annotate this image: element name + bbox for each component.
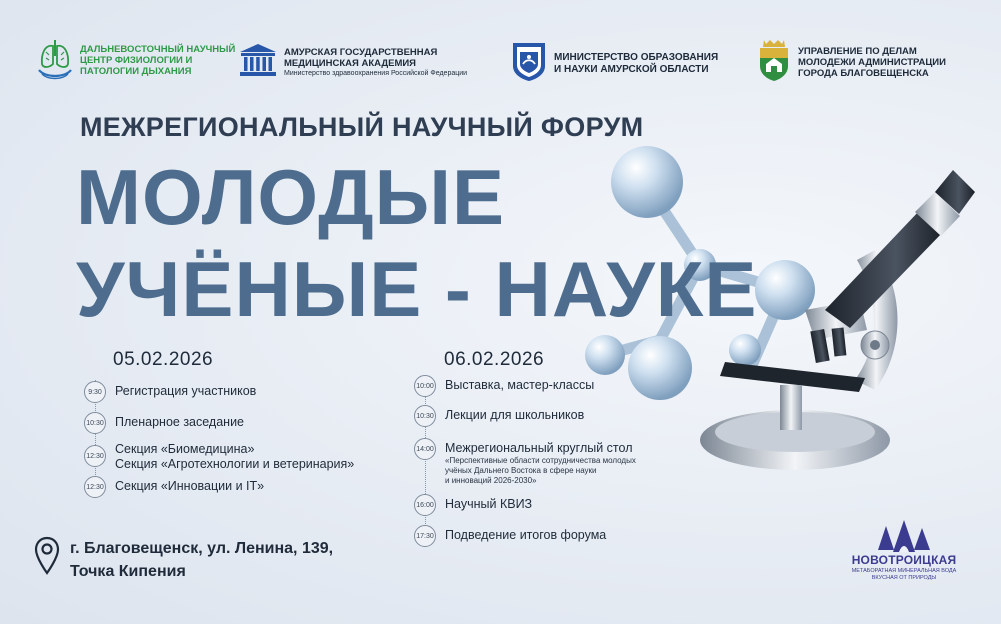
logo-line: И НАУКИ АМУРСКОЙ ОБЛАСТИ (554, 63, 709, 75)
schedule-label: Секция «Агротехнологии и ветеринария» (115, 457, 355, 471)
brand-tag-line: МЕТАБОРАТНАЯ МИНЕРАЛЬНАЯ ВОДА (851, 568, 957, 574)
schedule-label: Регистрация участников (115, 384, 257, 398)
day2-item (414, 494, 532, 516)
schedule-label: Выставка, мастер-классы (445, 378, 595, 392)
schedule-note: «Перспективные области сотрудничества молодых (445, 456, 636, 465)
schedule-label: Пленарное заседание (115, 415, 245, 429)
fir-trees-icon (872, 520, 936, 554)
logo-line: МИНИСТЕРСТВО ОБРАЗОВАНИЯ (554, 51, 719, 63)
address-line: Точка Кипения (70, 563, 186, 580)
day2-item (414, 405, 584, 427)
time-badge: 9:30 (84, 381, 106, 403)
academy-building-icon (238, 42, 278, 83)
time-badge: 10:00 (414, 375, 436, 397)
logo-medical-academy (238, 42, 467, 83)
schedule-label: Межрегиональный круглый стол (445, 441, 633, 455)
forum-subtitle: МЕЖРЕГИОНАЛЬНЫЙ НАУЧНЫЙ ФОРУМ (80, 112, 644, 142)
time-badge: 10:30 (84, 412, 106, 434)
schedule-label: Подведение итогов форума (445, 528, 607, 542)
day1-item (84, 476, 264, 498)
address-line: г. Благовещенск, ул. Ленина, 139, (70, 540, 334, 557)
schedule-note: учёных Дальнего Востока в сфере науки (445, 466, 597, 475)
forum-title-line-1: МОЛОДЫЕ (76, 153, 506, 241)
day2-item (414, 375, 594, 397)
schedule-label: Лекции для школьников (445, 408, 585, 422)
logo-line: МОЛОДЕЖИ АДМИНИСТРАЦИИ (798, 57, 946, 68)
logo-subline: Министерство здравоохранения Российской Федерации (284, 70, 468, 77)
schedule-note: и инноваций 2026-2030» (445, 476, 537, 485)
logo-line: МЕДИЦИНСКАЯ АКАДЕМИЯ (284, 58, 417, 69)
day1-date: 05.02.2026 (113, 349, 214, 370)
schedule-label: Научный КВИЗ (445, 497, 533, 511)
logo-line: УПРАВЛЕНИЕ ПО ДЕЛАМ (798, 46, 917, 57)
logo-line: АМУРСКАЯ ГОСУДАРСТВЕННАЯ (284, 47, 438, 58)
day1-item (84, 442, 354, 472)
time-badge: 10:30 (414, 405, 436, 427)
location-pin-icon (34, 536, 60, 576)
logo-line: ПАТОЛОГИИ ДЫХАНИЯ (80, 66, 192, 77)
schedule-label: Секция «Биомедицина» (115, 442, 255, 456)
schedule-label: Секция «Инновации и IT» (115, 479, 265, 493)
event-address (70, 537, 333, 583)
day1-item (84, 381, 256, 403)
lungs-in-hands-icon (36, 36, 74, 85)
time-badge: 12:30 (84, 445, 106, 467)
logo-line: ЦЕНТР ФИЗИОЛОГИИ И (80, 55, 193, 66)
day1-item (84, 412, 244, 434)
brand-tag-line: ВКУСНАЯ ОТ ПРИРОДЫ (871, 575, 937, 581)
time-badge: 17:30 (414, 525, 436, 547)
city-coat-of-arms-icon (756, 38, 792, 87)
day2-date: 06.02.2026 (444, 349, 545, 370)
brand-name: НОВОТРОИЦКАЯ (851, 553, 957, 567)
brand-tagline (848, 568, 960, 582)
logo-ministry (510, 40, 718, 87)
day2-item (414, 525, 606, 547)
forum-title-line-2: УЧЁНЫЕ - НАУКЕ (76, 245, 758, 333)
logo-line: ДАЛЬНЕВОСТОЧНЫЙ НАУЧНЫЙ (80, 44, 236, 55)
time-badge: 14:00 (414, 438, 436, 460)
time-badge: 16:00 (414, 494, 436, 516)
time-badge: 12:30 (84, 476, 106, 498)
logo-youth-department (756, 38, 946, 87)
ministry-emblem-icon (510, 40, 548, 87)
logo-line: ГОРОДА БЛАГОВЕЩЕНСКА (798, 68, 929, 79)
day2-item (414, 438, 636, 486)
logo-respiratory-center (36, 36, 235, 85)
